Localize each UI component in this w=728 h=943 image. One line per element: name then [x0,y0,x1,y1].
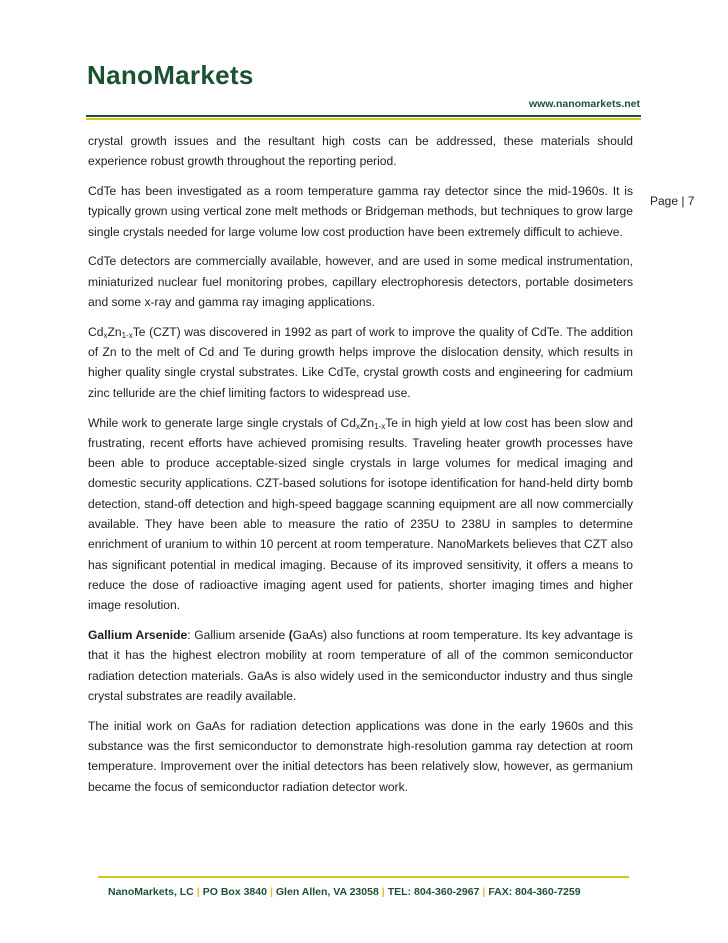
formula-sub-x: x [355,421,360,431]
paragraph-3: CdTe detectors are commercially available, however, and are used in some medical instrumentation, miniaturized nuclear fuel monitoring probes, capillary electrophoresis detectors, portable dosimeters and some x-ray and gamma ray imaging applications. [88,254,633,310]
paragraph-6-paren: ( [288,628,293,643]
paragraph-5-text: in high yield at low cost has been slow and frustrating, recent efforts have achieved promising results. Traveling heater growth processes have been able to produce acceptable-sized single crystals in large volumes for medical imaging and domestic security applications. CZT-based solutions for isotope identification for hand-held dirty bomb detection, stand-off detection and high-speed baggage scanning equipment are all now commercially available. They have been able to measure the ratio of 235U to 238U in samples to determine enrichment of uranium to within 10 percent at room temperature. NanoMarkets believes that CZT also has significant potential in medical imaging. Because of its improved sensitivity, it offers a means to reduce the dose of radioactive imaging agent used for patients, shorter imaging times and higher image resolution. [88,415,633,613]
formula-te: Te [132,324,146,339]
formula-cd: Cd [88,324,104,339]
paragraph-6 [88,625,633,706]
footer-company: NanoMarkets, LC [108,886,194,898]
document-body [88,131,633,806]
formula-sub-x: x [103,330,108,340]
footer-city: Glen Allen, VA 23058 [275,886,379,898]
paragraph-7: The initial work on GaAs for radiation detection applications was done in the early 1960s and this substance was the first semiconductor to demonstrate high-resolution gamma ray detection at room temperature. Improvement over the initial detectors has been relatively slow, however, as germanium became the focus of semiconductor radiation detector work. [88,718,633,794]
footer-separator: | [196,886,200,898]
footer-separator: | [482,886,486,898]
footer-tel: TEL: 804-360-2967 [387,886,480,898]
footer-separator: | [269,886,273,898]
footer-address: PO Box 3840 [202,886,267,898]
paragraph-6-text-b: GaAs) also functions at room temperature. Its key advantage is that it has the highest electron mobility at room temperature of all of the common semiconductor radiation detection materials. GaAs is also widely used in the semiconductor industry and thus single crystal substrates are readily available. [88,628,633,703]
paragraph-5 [88,413,633,616]
header-rule-yellow [86,118,641,120]
paragraph-4-text: (CZT) was discovered in 1992 as part of work to improve the quality of CdTe. The addition of Zn to the melt of Cd and Te during growth helps improve the dislocation density, which results in higher quality single crystal substrates. Like CdTe, crystal growth costs and engineering for cadmium zinc telluride are the chief limiting factors to widespread use. [88,324,633,400]
formula-sub-1-x: 1-x [374,421,386,431]
footer-contact [108,886,581,898]
paragraph-5-lead: While work to generate large single crystals of [88,415,341,430]
footer-rule-yellow [98,876,629,878]
section-heading-gallium-arsenide: Gallium Arsenide [88,628,188,643]
paragraph-4 [88,322,633,403]
formula-zn: Zn [107,324,122,339]
header-rule-green [86,115,641,117]
website-url: www.nanomarkets.net [528,98,640,110]
paragraph-2: CdTe has been investigated as a room temperature gamma ray detector since the mid-1960s. It is typically grown using vertical zone melt methods or Bridgeman methods, but techniques to grow large single crystals needed for large volume low cost production have been extremely difficult to achieve. [88,184,633,239]
paragraph-1: crystal growth issues and the resultant high costs can be addressed, these materials should experience robust growth throughout the reporting period. [88,134,633,169]
paragraph-6-text-a: : Gallium arsenide [187,628,289,643]
formula-te: Te [385,415,398,430]
page-number: Page | 7 [650,194,695,208]
footer-separator: | [381,886,385,898]
formula-sub-1-x: 1-x [121,330,133,340]
formula-zn: Zn [359,415,375,430]
brand-logo-text: NanoMarkets [87,60,254,90]
formula-cd: Cd [340,415,356,430]
footer-fax: FAX: 804-360-7259 [488,886,581,898]
